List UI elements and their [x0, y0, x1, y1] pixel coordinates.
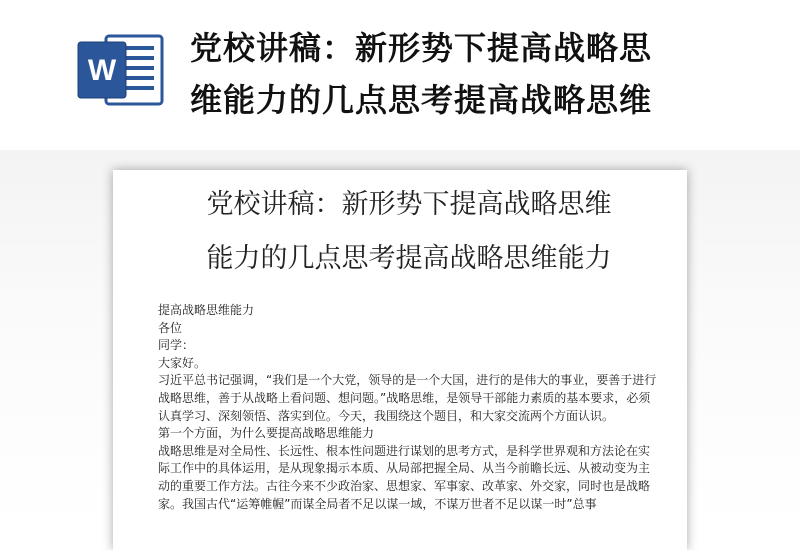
body-paragraph: 提高战略思维能力 — [158, 303, 255, 317]
document-body — [158, 302, 658, 513]
header-title — [190, 22, 790, 126]
body-paragraph: 战略思维是对全局性、长远性、根本性问题进行谋划的思考方式，是科学世界观和方法论在实际工作中的具体运用，是从现象揭示本质、从局部把握全局、从当今前瞻长远、从被动变为主动的重要工作方法。古往今来不少政治家、思想家、军事家、改革家、外交家，同时也是战略家。我国古代“运筹帷幄”而谋全局者不足以谋一域，不谋万世者不足以谋一时”总事 — [158, 443, 651, 511]
body-paragraph: 同学： — [158, 338, 195, 353]
header — [0, 0, 800, 160]
document-title-line-2: 能力的几点思考提高战略思维能力 — [206, 243, 612, 274]
document-title-line-1: 党校讲稿：新形势下提高战略思维 — [206, 189, 612, 220]
word-document-icon — [76, 30, 166, 110]
document-page — [113, 170, 687, 550]
body-paragraph: 习近平总书记强调，“我们是一个大党，领导的是一个大国，进行的是伟大的事业，要善于进行战略思维，善于从战略上看问题、想问题。”战略思维，是领导干部能力素质的基本要求，必须认真学习、深刻领悟、落实到位。今天，我围绕这个题目，和大家交流两个方面认识。 — [158, 373, 657, 423]
word-icon-letter: W — [87, 54, 117, 87]
body-paragraph: 大家好。 — [158, 355, 207, 370]
document-title — [149, 178, 669, 286]
header-title-line-1: 党校讲稿：新形势下提高战略思 — [190, 29, 653, 67]
header-title-line-2: 维能力的几点思考提高战略思维 — [190, 81, 653, 119]
body-paragraph: 各位 — [158, 320, 183, 335]
body-paragraph: 第一个方面，为什么要提高战略思维能力 — [158, 426, 375, 441]
